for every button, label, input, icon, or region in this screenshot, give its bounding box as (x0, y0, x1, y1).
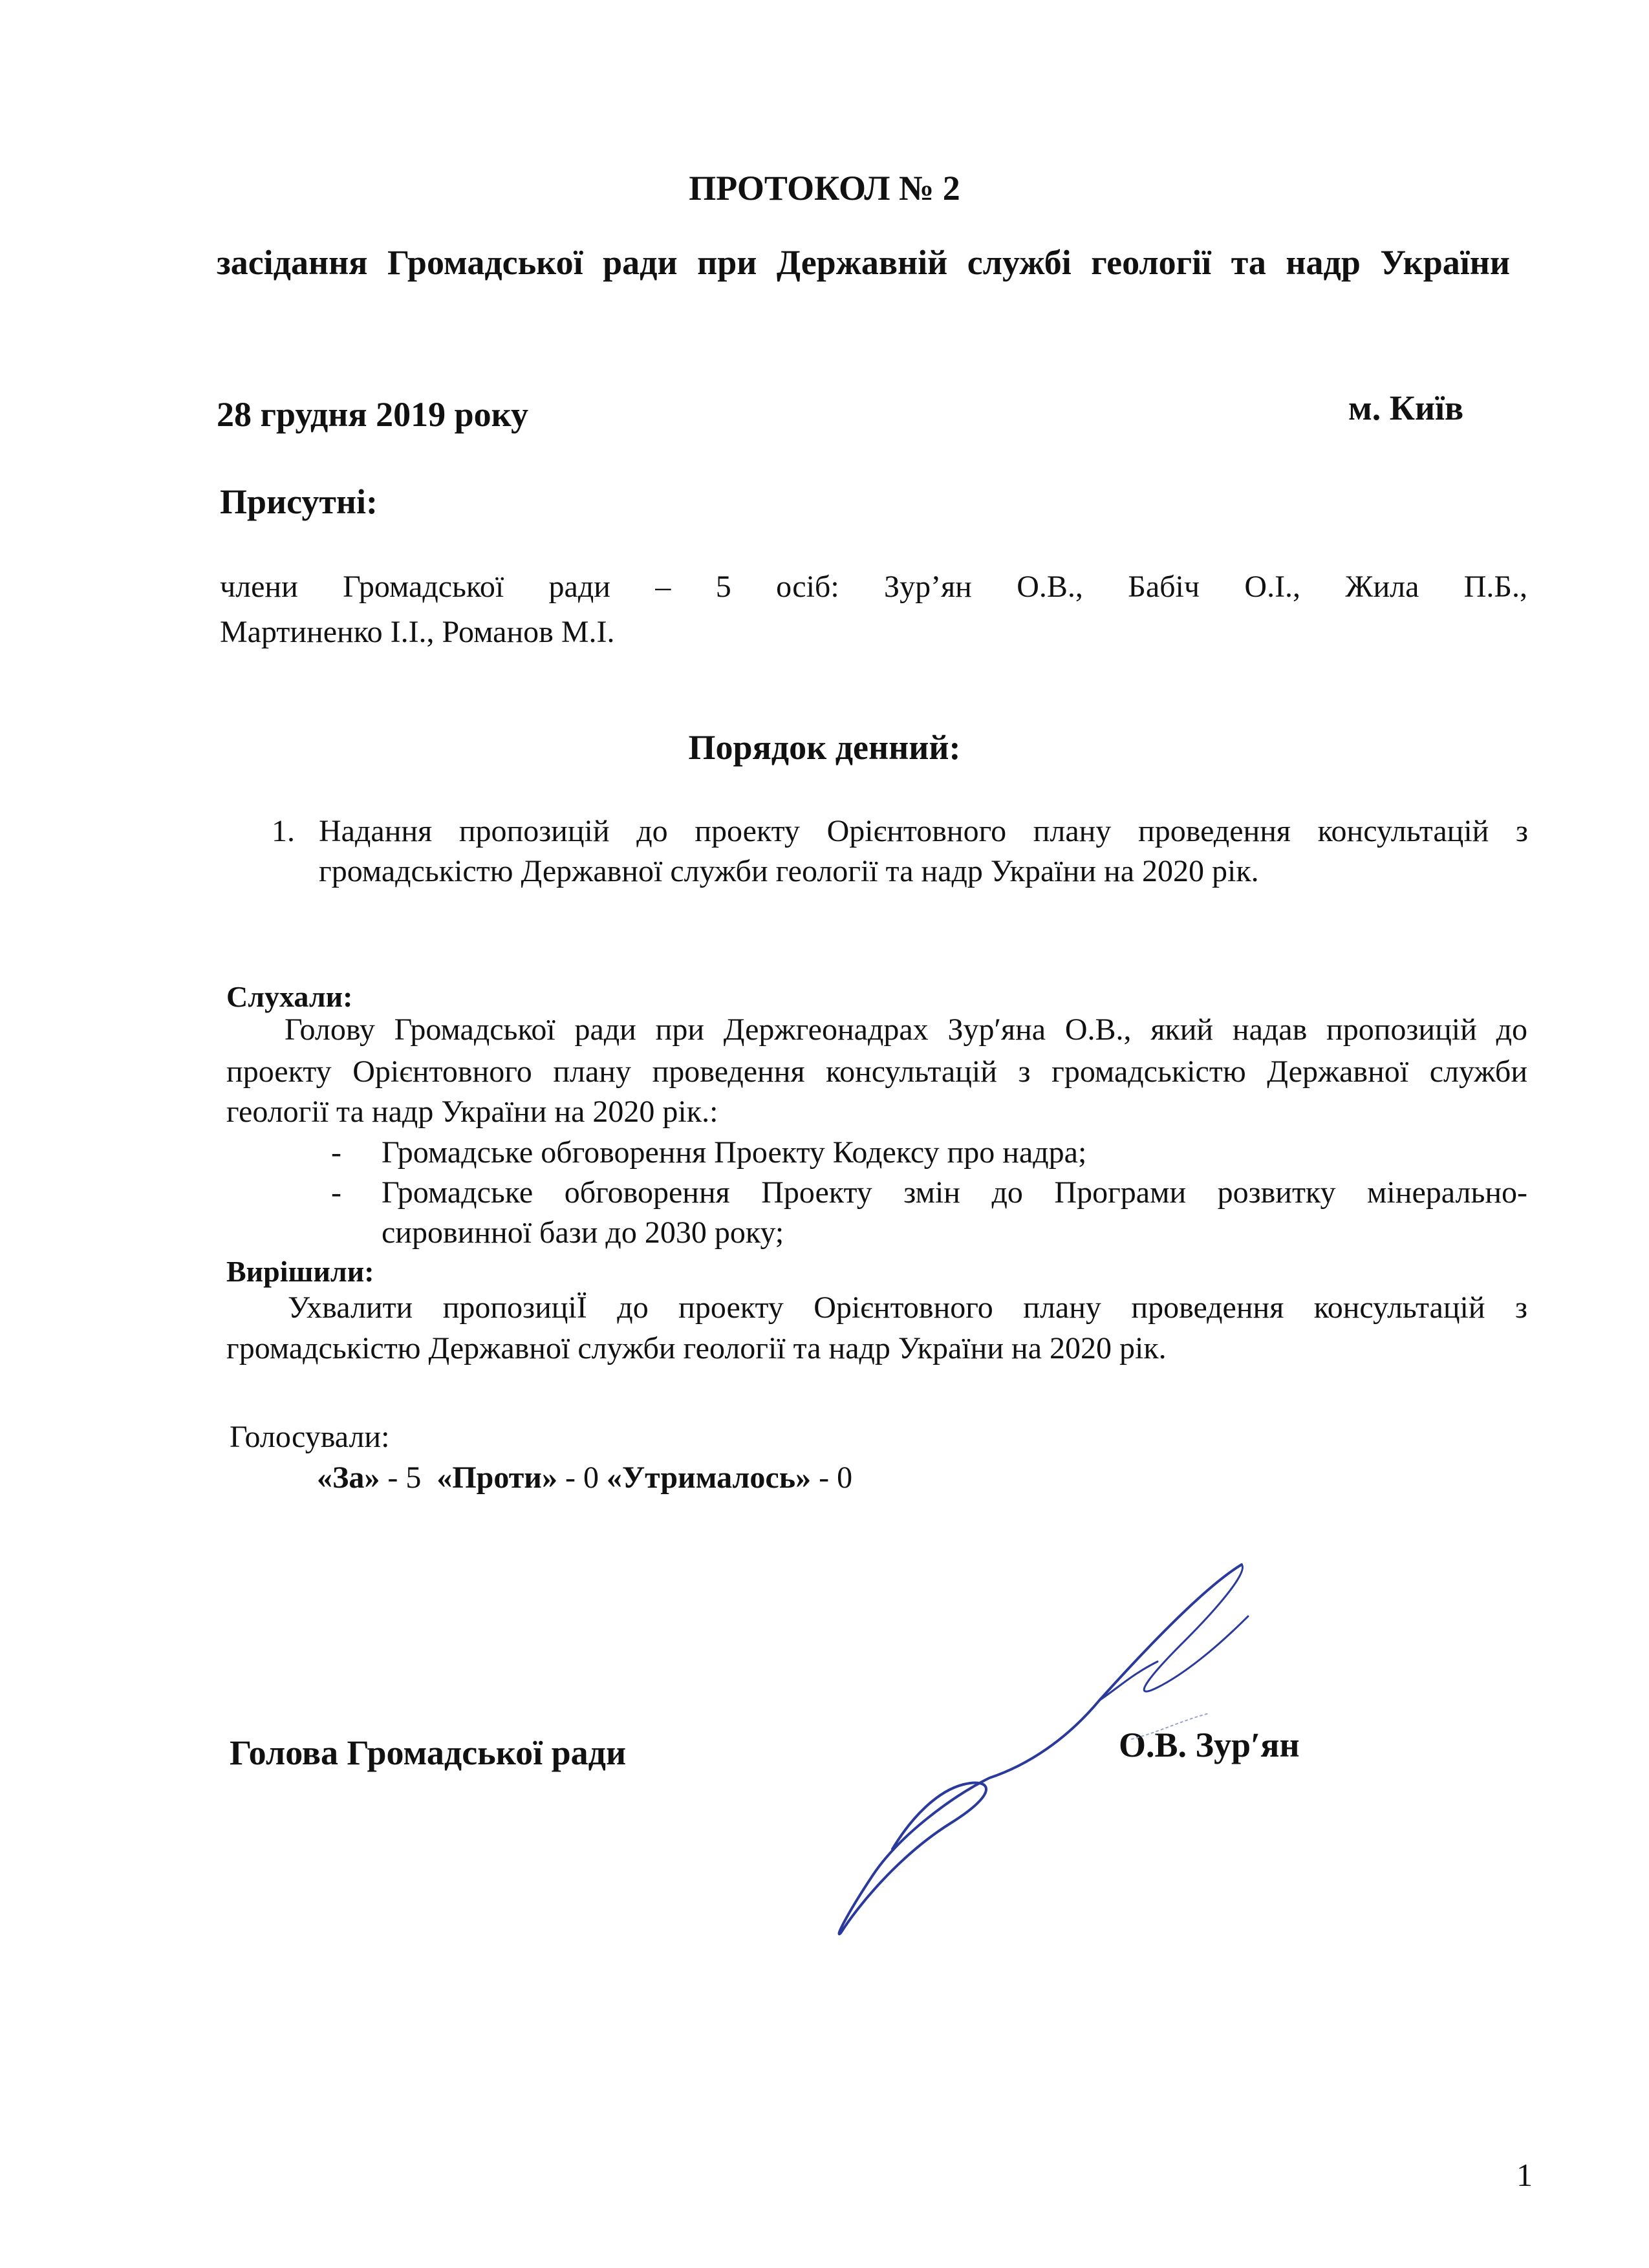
members-line-1: члени Громадської ради – 5 осіб: Зур’ян О.В., Бабіч О.І., Жила П.Б., (220, 570, 1527, 604)
decided-line-1: Ухвалити пропозиціЇ до проекту Орієнтовного плану проведення консультацій з (288, 1290, 1527, 1325)
heard-heading: Слухали: (226, 980, 353, 1013)
heard-line-3: геології та надр України на 2020 рік.: (226, 1095, 718, 1129)
voting-results (317, 1460, 852, 1495)
agenda-item-number: 1. (272, 814, 295, 848)
proposal-2-line-2: сировинної бази до 2030 року; (382, 1215, 784, 1250)
decided-line-2: громадськістю Державної служби геології та надр України на 2020 рік. (226, 1331, 1167, 1365)
voting-heading: Голосували: (230, 1420, 390, 1454)
vote-for-value: - 5 (380, 1460, 437, 1495)
agenda-heading: Порядок денний: (688, 728, 961, 767)
signatory-name: О.В. Зур′ян (1119, 1726, 1300, 1764)
meeting-city: м. Київ (1348, 389, 1464, 427)
handwritten-signature (795, 1545, 1300, 1952)
vote-against-label: «Проти» (436, 1460, 557, 1495)
members-line-2: Мартиненко І.І., Романов М.І. (220, 615, 615, 649)
document-title: ПРОТОКОЛ № 2 (689, 169, 960, 208)
agenda-item-line-2: громадськістю Державної служби геології та надр України на 2020 рік. (319, 854, 1259, 888)
proposal-2-dash: - (331, 1175, 341, 1210)
vote-abstain-value: - 0 (811, 1460, 853, 1495)
heard-line-1: Голову Громадської ради при Держгеонадрах Зур′яна О.В., який надав пропозицій до (285, 1012, 1527, 1047)
proposal-2-line-1: Громадське обговорення Проекту змін до Програми розвитку мінерально- (382, 1175, 1527, 1210)
proposal-1-text: Громадське обговорення Проекту Кодексу про надра; (382, 1135, 1087, 1170)
signatory-role: Голова Громадської ради (230, 1733, 627, 1772)
proposal-1-dash: - (331, 1135, 341, 1170)
vote-against-value: - 0 (557, 1460, 607, 1495)
agenda-item-line-1: Надання пропозицій до проекту Орієнтовного плану проведення консультацій з (319, 814, 1528, 848)
page-number: 1 (1516, 2157, 1533, 2193)
decided-heading: Вирішили: (226, 1255, 374, 1288)
heard-line-2: проекту Орієнтовного плану проведення консультацій з громадськістю Державної служби (226, 1054, 1527, 1089)
document-subtitle: засідання Громадської ради при Державній службі геології та надр України (217, 243, 1510, 282)
present-heading: Присутні: (220, 482, 378, 521)
meeting-date: 28 грудня 2019 року (217, 395, 528, 434)
vote-abstain-label: «Утрималось» (606, 1460, 812, 1495)
vote-for-label: «За» (317, 1460, 380, 1495)
